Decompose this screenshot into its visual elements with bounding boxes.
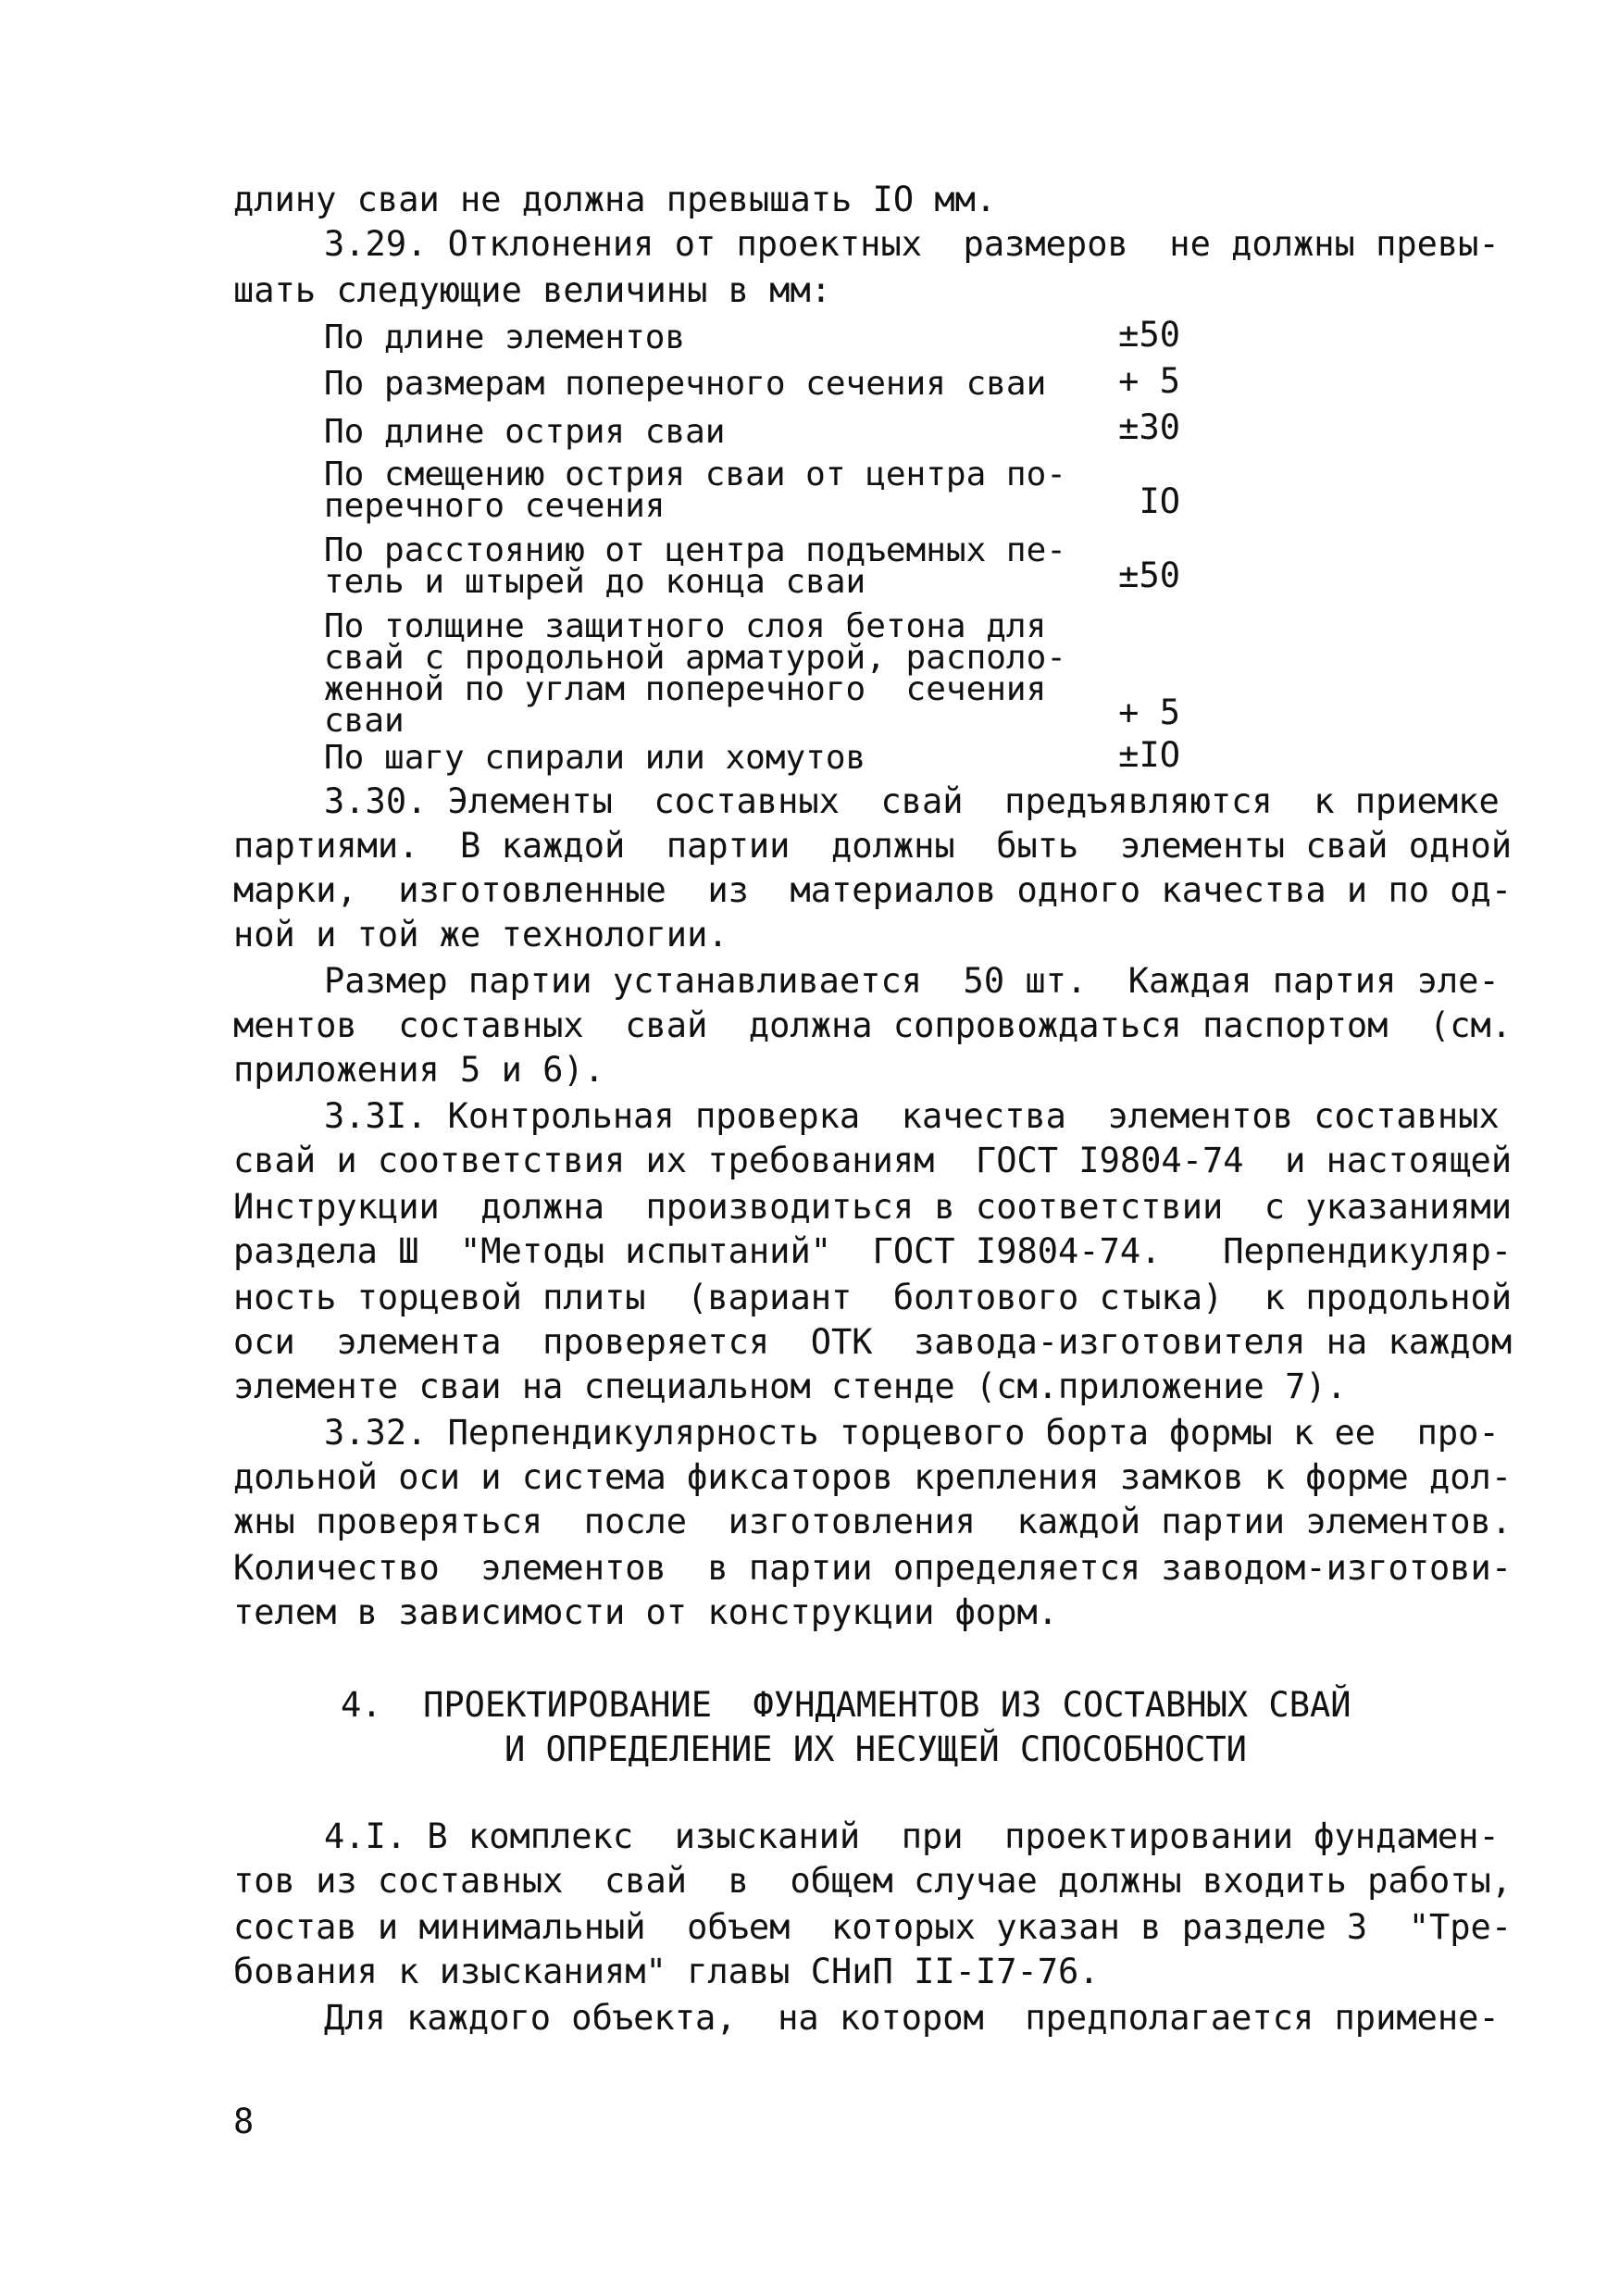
tolerance-value: ±50 (1118, 555, 1180, 595)
text-line: Инструкции должна производиться в соответствии с указаниями (233, 1187, 1513, 1227)
text-line: партиями. В каждой партии должны быть элементы свай одной (233, 826, 1513, 866)
tolerance-value: + 5 (1118, 693, 1180, 732)
tolerance-label: По шагу спирали или хомутов (324, 739, 866, 777)
tolerance-label: По размерам поперечного сечения сваи (324, 365, 1047, 403)
text-line: 3.30. Элементы составных свай предъявляются к приемке (324, 781, 1500, 821)
text-line: 4.I. В комплекс изысканий при проектировании фундамен- (324, 1816, 1500, 1856)
text-line: приложения 5 и 6). (233, 1050, 604, 1090)
text-line: Размер партии устанавливается 50 шт. Каждая партия эле- (324, 961, 1500, 1001)
section-heading: И ОПРЕДЕЛЕНИЕ ИХ НЕСУЩЕЙ СПОСОБНОСТИ (504, 1729, 1247, 1769)
text-line: жны проверяться после изготовления каждой партии элементов. (233, 1502, 1513, 1541)
tolerance-label: По смещению острия сваи от центра по- перечного сечения (324, 455, 1066, 525)
tolerance-label: По длине острия сваи (324, 413, 726, 451)
text-line: состав и минимальный объем которых указан в разделе 3 "Тре- (233, 1907, 1513, 1947)
text-line: бования к изысканиям" главы СНиП II-I7-76. (233, 1952, 1100, 1991)
tolerance-value: IO (1139, 481, 1180, 521)
tolerance-value: + 5 (1118, 361, 1180, 401)
text-line: свай и соответствия их требованиям ГОСТ I9804-74 и настоящей (233, 1141, 1513, 1180)
text-line: 3.32. Перпендикулярность торцевого борта формы к ее про- (324, 1413, 1500, 1453)
text-line: оси элемента проверяется ОТК завода-изготовителя на каждом (233, 1322, 1513, 1362)
text-line: ментов составных свай должна сопровождаться паспортом (см. (233, 1005, 1513, 1045)
text-line: Для каждого объекта, на котором предполагается примене- (324, 1998, 1500, 2038)
tolerance-value: ±50 (1118, 315, 1180, 355)
text-line: ной и той же технологии. (233, 915, 729, 955)
text-line: 3.3I. Контрольная проверка качества элементов составных (324, 1096, 1500, 1136)
text-line: 3.29. Отклонения от проектных размеров не должны превы- (324, 224, 1500, 264)
section-heading: 4. ПРОЕКТИРОВАНИЕ ФУНДАМЕНТОВ ИЗ СОСТАВНЫХ СВАЙ (341, 1685, 1351, 1725)
text-line: дольной оси и система фиксаторов крепления замков к форме дол- (233, 1457, 1513, 1497)
page-number: 8 (233, 2102, 255, 2141)
text-line: телем в зависимости от конструкции форм. (233, 1592, 1059, 1632)
tolerance-label: По толщине защитного слоя бетона для свай с продольной арматурой, располо- женной по углам поперечного сечения сваи (324, 607, 1066, 740)
text-line: шать следующие величины в мм: (233, 270, 832, 310)
tolerance-label: По длине элементов (324, 318, 686, 356)
text-line: элементе сваи на специальном стенде (см.приложение 7). (233, 1366, 1347, 1406)
tolerance-value: ±IO (1118, 735, 1180, 775)
text-line: тов из составных свай в общем случае должны входить работы, (233, 1861, 1513, 1901)
text-line: длину сваи не должна превышать IO мм. (233, 180, 997, 219)
text-line: Количество элементов в партии определяется заводом-изготови- (233, 1548, 1513, 1588)
text-line: марки, изготовленные из материалов одного качества и по од- (233, 870, 1513, 910)
tolerance-value: ±30 (1118, 407, 1180, 447)
tolerance-label: По расстоянию от центра подъемных пе- тель и штырей до конца сваи (324, 531, 1066, 601)
text-line: раздела Ш "Методы испытаний" ГОСТ I9804-74. Перпендикуляр- (233, 1231, 1513, 1271)
text-line: ность торцевой плиты (вариант болтового стыка) к продольной (233, 1278, 1513, 1317)
